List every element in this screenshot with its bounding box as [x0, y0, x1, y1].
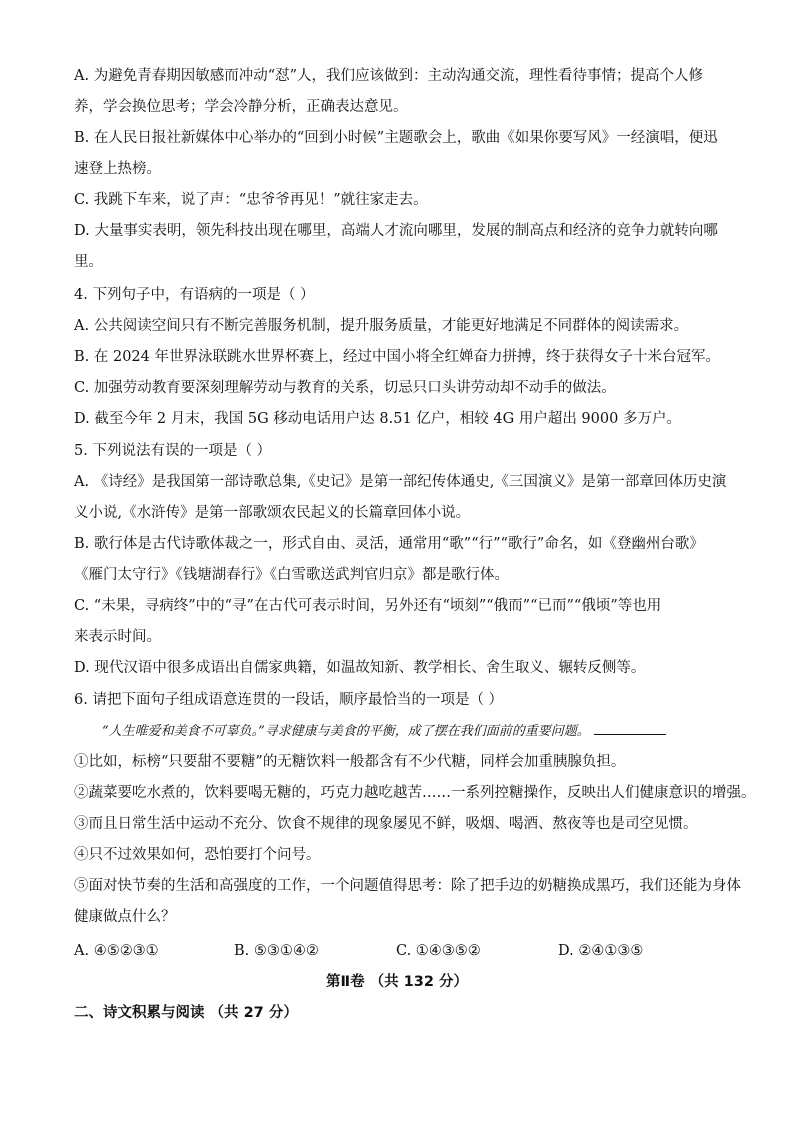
q6-stem: 6. 请把下面句子组成语意连贯的一段话，顺序最恰当的一项是（ ） [74, 692, 504, 708]
q6-sentence-2: ②蔬菜要吃水煮的，饮料要喝无糖的，巧克力越吃越苦……一系列控糖操作，反映出人们健康意识的增强。 [74, 785, 756, 801]
q5-option-a-line1: A. 《诗经》是我国第一部诗歌总集,《史记》是第一部纪传体通史,《三国演义》是第一部章回体历史演 [74, 474, 727, 490]
q6-option-a: A. ④⑤②③① [74, 943, 159, 959]
q4-stem: 4. 下列句子中，有语病的一项是（ ） [74, 287, 315, 303]
q3-option-a-line2: 养，学会换位思考；学会冷静分析，正确表达意见。 [74, 99, 408, 115]
q3-option-b-line1: B. 在人民日报社新媒体中心举办的“回到小时候”主题歌会上，歌曲《如果你要写风》一经演唱，便迅 [74, 130, 718, 146]
q6-sentence-3: ③而且日常生活中运动不充分、饮食不规律的现象屡见不鲜，吸烟、喝酒、熬夜等也是司空见惯。 [74, 816, 698, 832]
q5-option-b-line1: B. 歌行体是古代诗歌体裁之一，形式自由、灵活，通常用“歌”“行”“歌行”命名，如《登幽州台歌》 [74, 536, 704, 552]
q3-option-d-line2: 里。 [74, 254, 103, 270]
q5-option-b-line2: 《雁门太守行》《钱塘湖春行》《白雪歌送武判官归京》都是歌行体。 [74, 567, 509, 583]
q5-option-c-line1: C. “未果，寻病终”中的“寻”在古代可表示时间，另外还有“顷刻”“俄而”“已而”“俄顷”等也用 [74, 598, 662, 614]
q3-option-d-line1: D. 大量事实表明，领先科技出现在哪里，高端人才流向哪里，发展的制高点和经济的竞争力就转向哪 [74, 223, 718, 239]
q6-lead-text: “人生唯爱和美食不可辜负。”寻求健康与美食的平衡，成了摆在我们面前的重要问题。 [102, 724, 590, 739]
q6-sentence-5-line2: 健康做点什么？ [74, 909, 176, 925]
q6-options [74, 941, 714, 961]
q5-option-c-line2: 来表示时间。 [74, 629, 161, 645]
q6-option-c: C. ①④③⑤② [396, 943, 481, 959]
part-title: 二、诗文积累与阅读 （共 27 分） [74, 1005, 298, 1021]
q5-stem: 5. 下列说法有误的一项是（ ） [74, 443, 272, 459]
q5-option-a-line2: 义小说,《水浒传》是第一部歌颂农民起义的长篇章回体小说。 [74, 505, 471, 521]
volume-title: 第Ⅱ卷 （共 132 分） [326, 974, 468, 990]
q6-sentence-4: ④只不过效果如何，恐怕要打个问号。 [74, 847, 321, 863]
q6-lead-sentence [102, 721, 666, 742]
q3-option-a-line1: A. 为避免青春期因敏感而冲动“怼”人，我们应该做到：主动沟通交流，理性看待事情；提高个人修 [74, 68, 704, 84]
q6-sentence-1: ①比如，标榜“只要甜不要糖”的无糖饮料一般都含有不少代糖，同样会加重胰腺负担。 [74, 754, 626, 770]
q3-option-b-line2: 速登上热榜。 [74, 161, 161, 177]
q4-option-c: C. 加强劳动教育要深刻理解劳动与教育的关系，切忌只口头讲劳动却不动手的做法。 [74, 380, 616, 396]
q4-option-b: B. 在 2024 年世界泳联跳水世界杯赛上，经过中国小将全红婵奋力拼搏，终于获得女子十米台冠军。 [74, 349, 720, 365]
q4-option-a: A. 公共阅读空间只有不断完善服务机制，提升服务质量，才能更好地满足不同群体的阅读需求。 [74, 318, 689, 334]
q5-option-d: D. 现代汉语中很多成语出自儒家典籍，如温故知新、教学相长、舍生取义、辗转反侧等。 [74, 660, 646, 676]
q6-option-b: B. ⑤③①④② [234, 943, 319, 959]
q4-option-d: D. 截至今年 2 月末，我国 5G 移动电话用户达 8.51 亿户，相较 4G 用户超出 9000 多万户。 [74, 411, 681, 427]
q6-option-d: D. ②④①③⑤ [558, 943, 644, 959]
q3-option-c: C. 我跳下车来，说了声：“忠爷爷再见！”就往家走去。 [74, 192, 428, 208]
answer-blank [594, 722, 666, 735]
q6-sentence-5-line1: ⑤面对快节奏的生活和高强度的工作，一个问题值得思考：除了把手边的奶糖换成黑巧，我们还能为身体 [74, 878, 741, 894]
